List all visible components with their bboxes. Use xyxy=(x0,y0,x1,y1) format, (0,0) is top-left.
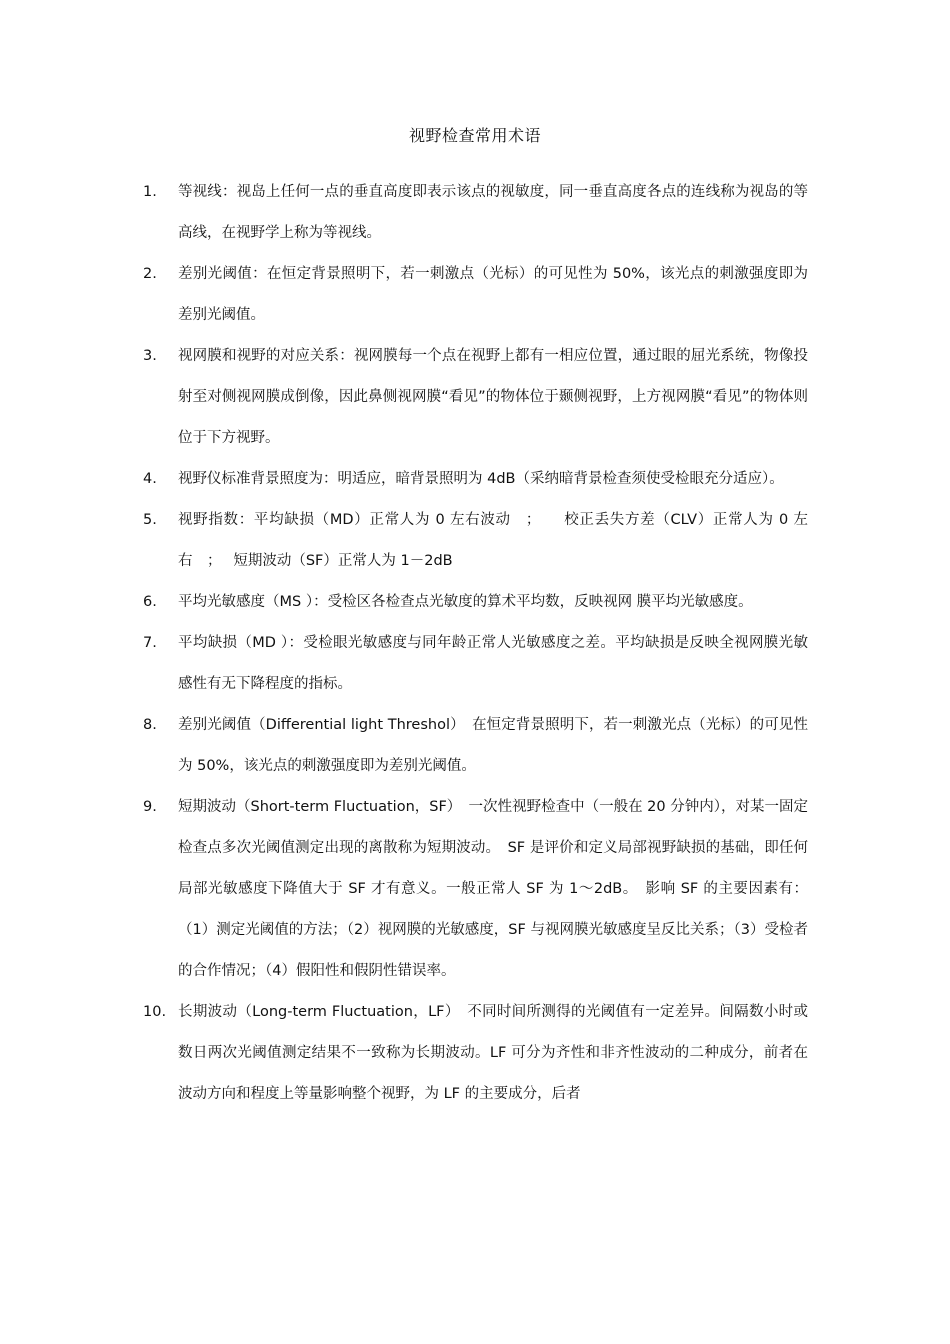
item-text: 平均光敏感度（MS ）：受检区各检查点光敏度的算术平均数，反映视网 膜平均光敏感度。 xyxy=(178,594,753,610)
item-number: 5. xyxy=(143,512,157,528)
item-text: 差别光阈值：在恒定背景照明下，若一刺激点（光标）的可见性为 50%，该光点的刺激强度即为差别光阈值。 xyxy=(178,266,808,323)
item-number: 6. xyxy=(143,594,157,610)
item-text: 视网膜和视野的对应关系：视网膜每一个点在视野上都有一相应位置，通过眼的屈光系统，物像投射至对侧视网膜成倒像，因此鼻侧视网膜“看见”的物体位于颞侧视野，上方视网膜“看见”的物体则位于下方视野。 xyxy=(178,348,808,446)
list-item xyxy=(0,705,950,787)
item-number: 4. xyxy=(143,471,157,487)
list-item xyxy=(0,336,950,459)
item-number: 7. xyxy=(143,635,157,651)
page-title: 视野检查常用术语 xyxy=(408,126,541,145)
item-text: 短期波动（Short-term Fluctuation，SF） 一次性视野检查中（一般在 20 分钟内），对某一固定检查点多次光阈值测定出现的离散称为短期波动。 SF 是评价和定义局部视野缺损的基础，即任何局部光敏感度下降值大于 SF 才有意义。一般正常人 SF 为 1～2dB。 影响 SF 的主要因素有：（1）测定光阈值的方法；（2）视网膜的光敏感度，SF 与视网膜光敏感度呈反比关系；（3）受检者的合作情况；（4）假阳性和假阴性错误率。 xyxy=(178,799,808,979)
list-item xyxy=(0,254,950,336)
item-text: 视野仪标准背景照度为：明适应，暗背景照明为 4dB（采纳暗背景检查须使受检眼充分适应）。 xyxy=(178,471,784,487)
item-number: 1. xyxy=(143,184,157,200)
item-text: 平均缺损（MD ）：受检眼光敏感度与同年龄正常人光敏感度之差。平均缺损是反映全视网膜光敏感性有无下降程度的指标。 xyxy=(178,635,808,692)
item-number: 9. xyxy=(143,799,157,815)
list-item xyxy=(0,623,950,705)
item-number: 2. xyxy=(143,266,157,282)
item-text: 长期波动（Long-term Fluctuation，LF） 不同时间所测得的光阈值有一定差异。间隔数小时或数日两次光阈值测定结果不一致称为长期波动。LF 可分为齐性和非齐性波动的二种成分，前者在波动方向和程度上等量影响整个视野，为 LF 的主要成分，后者 xyxy=(178,1004,808,1102)
item-number: 3. xyxy=(143,348,157,364)
list-item xyxy=(0,459,950,500)
list-item xyxy=(0,172,950,254)
term-list xyxy=(0,172,950,1115)
list-item xyxy=(0,787,950,992)
item-number: 10. xyxy=(143,1004,167,1020)
list-item xyxy=(0,500,950,582)
item-text: 等视线：视岛上任何一点的垂直高度即表示该点的视敏度，同一垂直高度各点的连线称为视岛的等高线，在视野学上称为等视线。 xyxy=(178,184,808,241)
list-item xyxy=(0,992,950,1115)
item-text: 差别光阈值（Differential light Threshol） 在恒定背景照明下，若一刺激光点（光标）的可见性为 50%，该光点的刺激强度即为差别光阈值。 xyxy=(178,717,808,774)
list-item xyxy=(0,582,950,623)
item-number: 8. xyxy=(143,717,157,733)
item-text: 视野指数：平均缺损（MD）正常人为 0 左右波动 ； 校正丢失方差（CLV）正常人为 0 左右 ； 短期波动（SF）正常人为 1－2dB xyxy=(178,512,808,569)
